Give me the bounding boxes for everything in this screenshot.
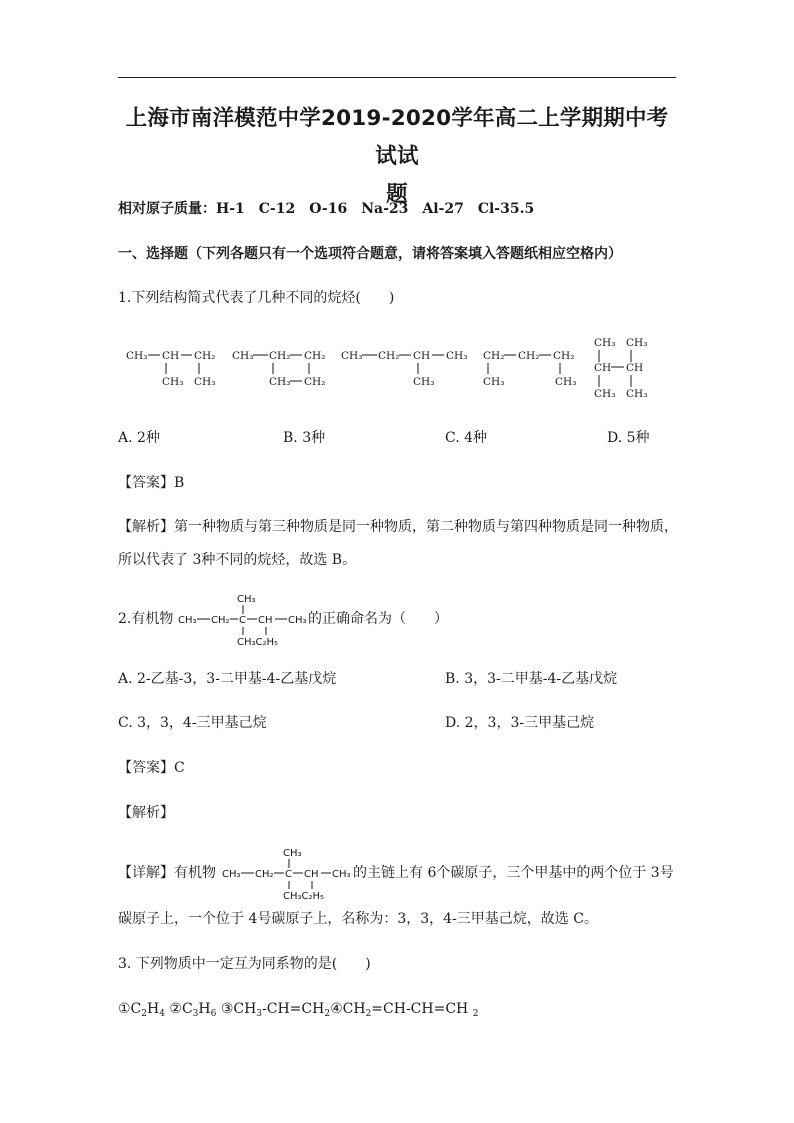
q2-option-d: D. 2，3，3-三甲基己烷 <box>445 715 595 731</box>
q2-top: CH₃ <box>237 594 256 605</box>
q2d-main-3: C <box>285 869 292 880</box>
q1-option-c: C. 4种 <box>445 430 488 446</box>
atomic-masses: 相对原子质量：H-1 C-12 O-16 Na-23 Al-27 Cl-35.5 <box>118 201 535 217</box>
q1-option-d: D. 5种 <box>607 430 650 446</box>
s5-bottom-1: CH₃ <box>594 388 616 400</box>
q1-answer: 【答案】B <box>118 475 185 491</box>
q3-stem: 3. 下列物质中一定互为同系物的是( ) <box>118 956 371 972</box>
section-heading: 一、选择题（下列各题只有一个选项符合题意，请将答案填入答题纸相应空格内） <box>118 246 622 262</box>
q3-items: $①C_2H_4$ $②C_3H_6$ $③CH_3-CH=CH_2④CH_2=CH-CH=CH$ $_2$ <box>118 1001 479 1019</box>
s2-main-3: CH₂ <box>304 350 326 362</box>
q2-stem-before: 2.有机物 <box>118 611 174 627</box>
q2d-main-2: CH₂ <box>255 869 274 880</box>
s3-main-1: CH₃ <box>341 350 363 362</box>
s3-main-2: CH₂ <box>378 350 400 362</box>
s4-main-2: CH₂ <box>518 350 540 362</box>
q2-detail-after: 的主链上有 6个碳原子，三个甲基中的两个位于 3号 <box>353 865 674 881</box>
s3-main-4: CH₃ <box>446 350 468 362</box>
s3-sub-1: CH₃ <box>413 376 435 388</box>
s5-bottom-2: CH₃ <box>626 388 648 400</box>
s1-main-2: CH <box>162 350 180 362</box>
s5-main-2: CH <box>626 362 644 374</box>
q2-option-a: A. 2-乙基-3，3-二甲基-4-乙基戊烷 <box>118 671 337 687</box>
q2-main-4: CH <box>258 615 273 626</box>
s1-sub-1: CH₃ <box>162 376 184 388</box>
q2d-top: CH₃ <box>283 848 302 859</box>
s4-main-1: CH₂ <box>483 350 505 362</box>
s2-main-2: CH₂ <box>269 350 291 362</box>
title-line-1: 上海市南洋模范中学2019-2020学年高二上学期期中考试试 <box>125 106 669 169</box>
title-line-2: 题 <box>386 182 408 207</box>
s4-sub-2: CH₃ <box>555 376 577 388</box>
q2-main-2: CH₂ <box>211 615 230 626</box>
q2d-bottom: CH₃C₂H₅ <box>283 891 325 902</box>
s1-main-3: CH₂ <box>194 350 216 362</box>
s4-sub-1: CH₃ <box>483 376 505 388</box>
s5-top-2: CH₃ <box>626 337 648 349</box>
q2-detail-before: 【详解】有机物 <box>118 865 216 881</box>
q2-option-c: C. 3，3，4-三甲基己烷 <box>118 715 267 731</box>
q2-stem-after: 的正确命名为（ ） <box>308 611 448 627</box>
s5-top-1: CH₃ <box>594 337 616 349</box>
s2-sub-1: CH₃ <box>269 376 291 388</box>
q2-option-b: B. 3，3-二甲基-4-乙基戊烷 <box>445 671 618 687</box>
s1-main-1: CH₃ <box>126 350 148 362</box>
s2-main-1: CH₃ <box>232 350 254 362</box>
q2-bottom: CH₃C₂H₅ <box>237 637 279 648</box>
s5-main-1: CH <box>594 362 612 374</box>
q2d-main-1: CH₃ <box>222 869 241 880</box>
q2-main-1: CH₃ <box>178 615 197 626</box>
q2-main-5: CH₃ <box>288 615 307 626</box>
q1-option-b: B. 3种 <box>283 430 326 446</box>
q1-analysis-1: 【解析】第一种物质与第三种物质是同一种物质，第二种物质与第四种物质是同一种物质， <box>118 519 678 535</box>
q2-detail-line-2: 碳原子上，一个位于 4号碳原子上，名称为：3，3，4-三甲基己烷，故选 C。 <box>118 911 598 927</box>
s4-main-3: CH₂ <box>553 350 575 362</box>
q1-stem: 1.下列结构简式代表了几种不同的烷烃( ) <box>118 290 395 306</box>
q2-answer: 【答案】C <box>118 760 185 776</box>
q2-analysis-label: 【解析】 <box>118 805 174 821</box>
q1-option-a: A. 2种 <box>118 430 160 446</box>
q1-analysis-2: 所以代表了 3种不同的烷烃，故选 B。 <box>118 552 357 568</box>
q2d-main-5: CH₃ <box>332 869 351 880</box>
s3-main-3: CH <box>413 350 431 362</box>
q2-main-3: C <box>239 615 246 626</box>
q2d-main-4: CH <box>304 869 319 880</box>
s2-sub-2: CH₂ <box>304 376 326 388</box>
s1-sub-2: CH₃ <box>194 376 216 388</box>
